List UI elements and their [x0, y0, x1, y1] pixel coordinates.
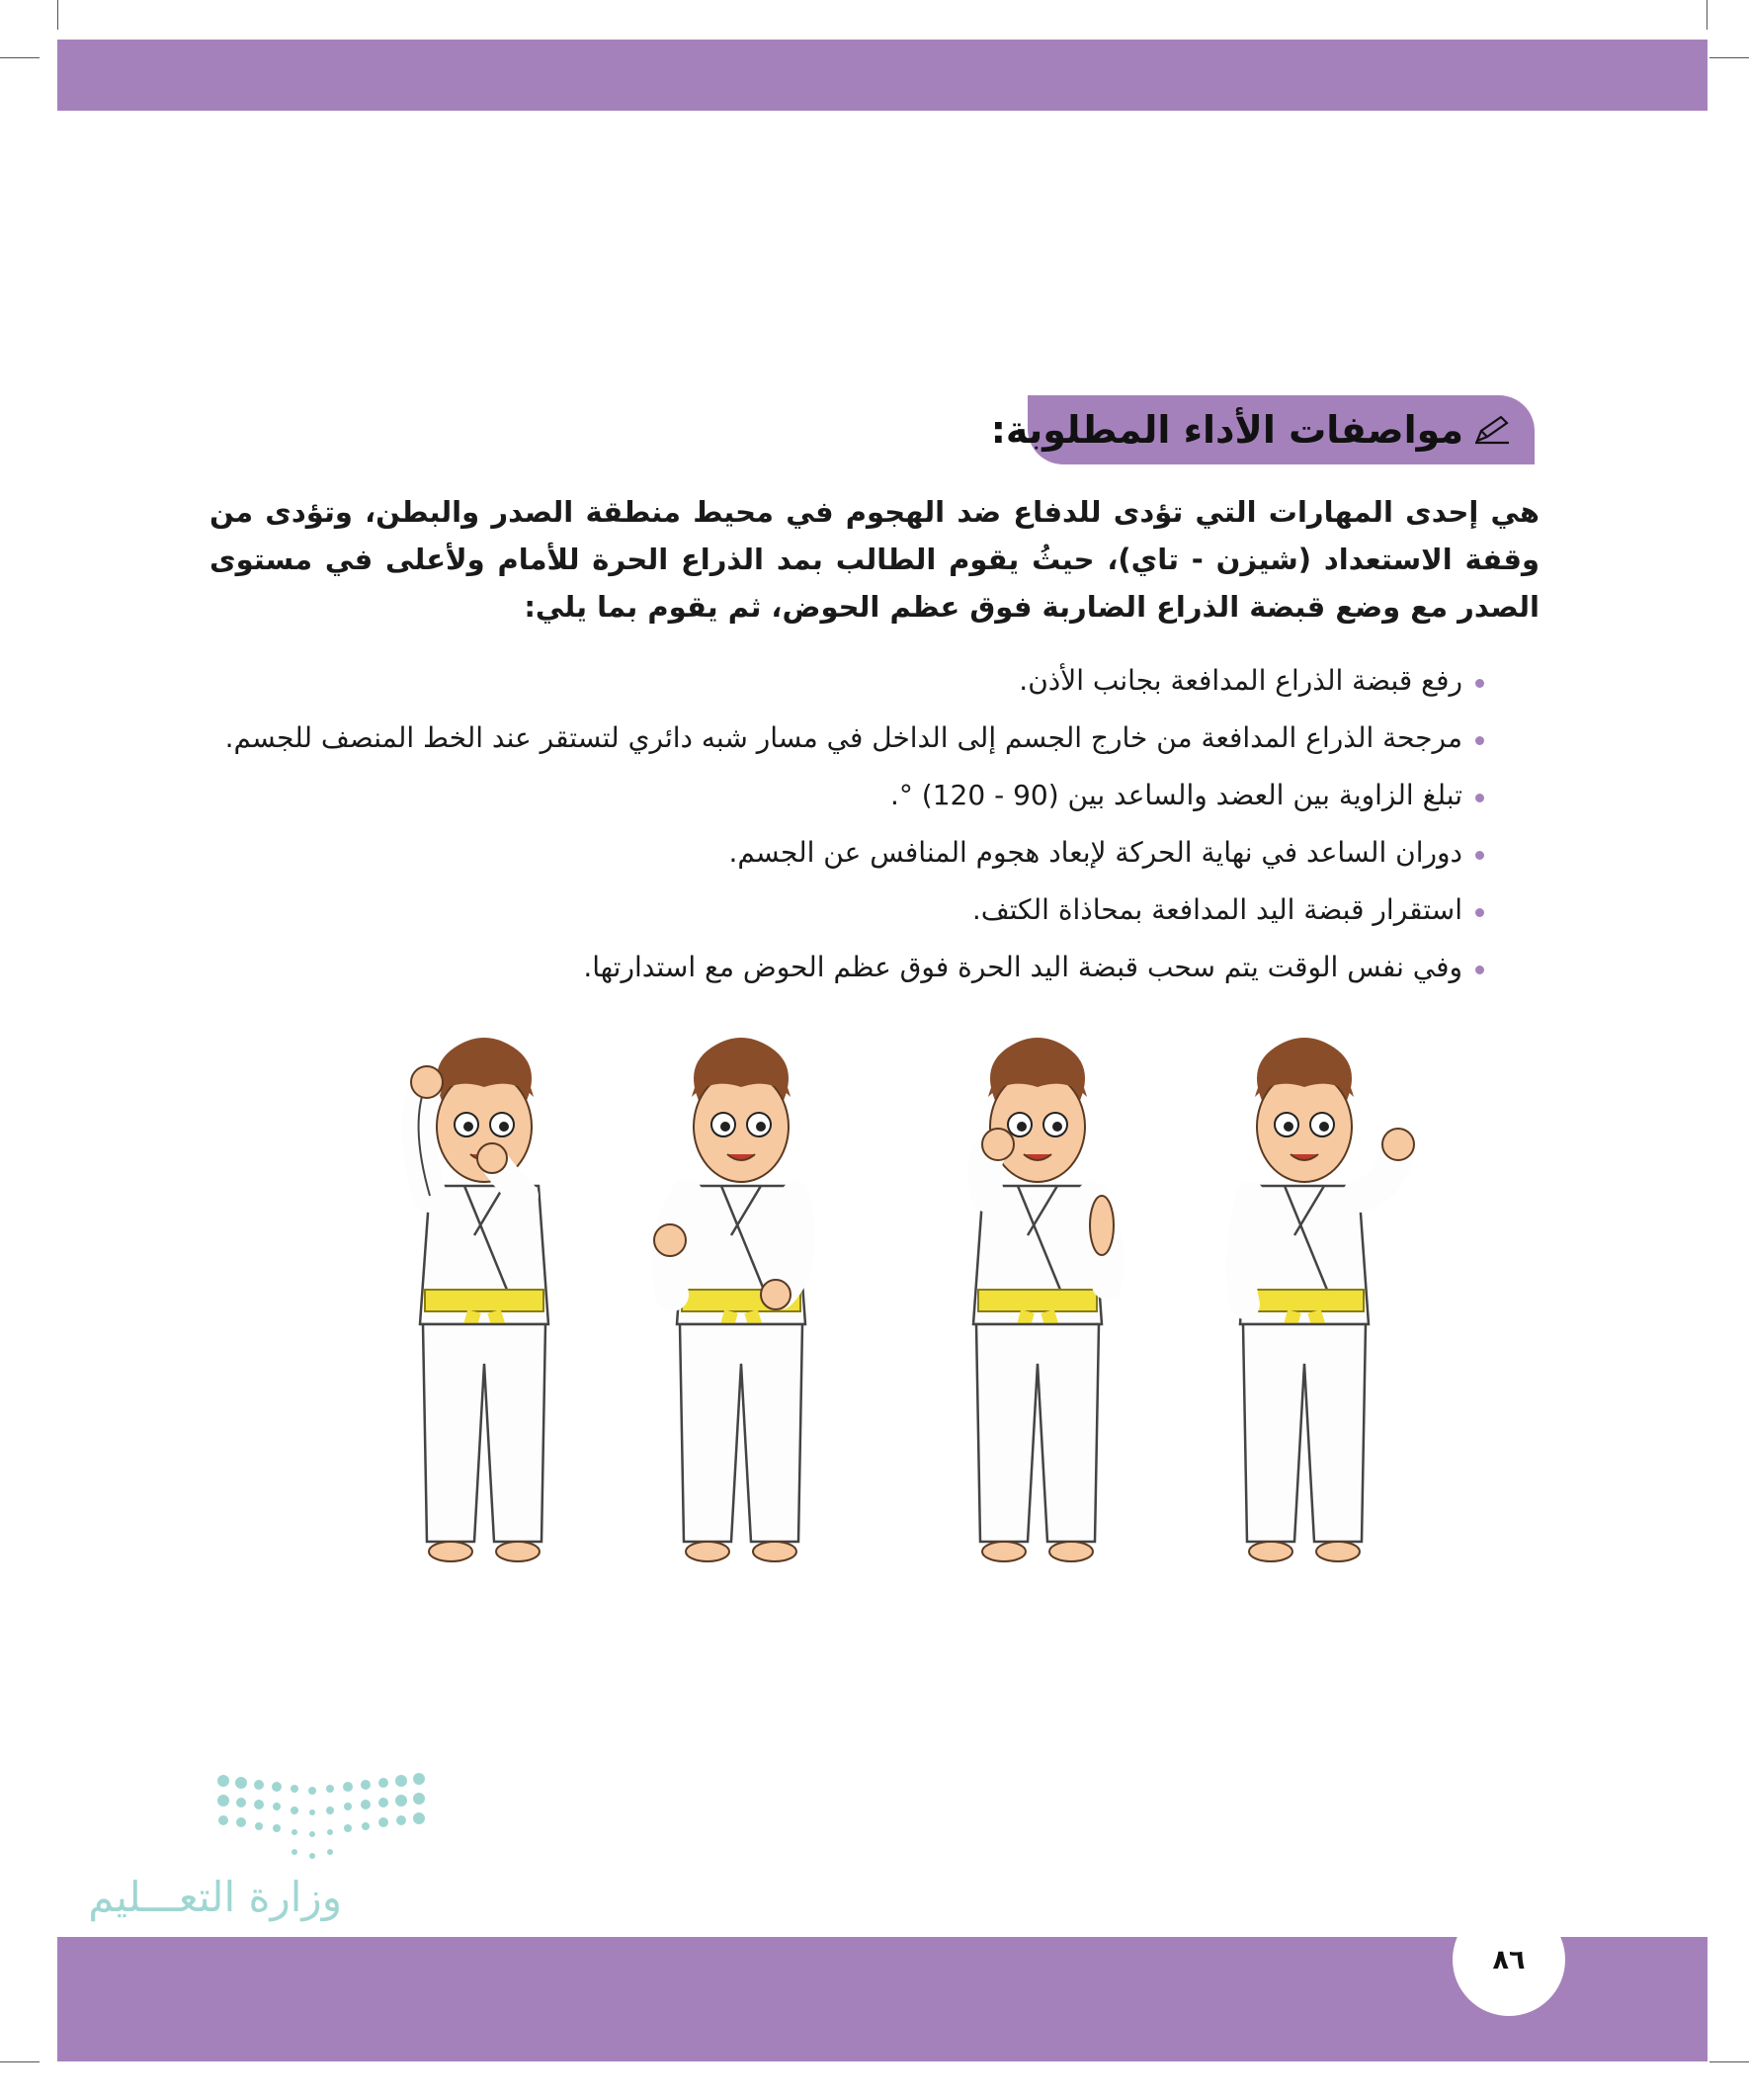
crop-mark [1709, 2061, 1749, 2062]
section-heading [990, 395, 1535, 464]
list-item: استقرار قبضة اليد المدافعة بمحاذاة الكتف. [209, 882, 1484, 939]
list-item: مرجحة الذراع المدافعة من خارج الجسم إلى الداخل في مسار شبه دائري لتستقر عند الخط المنصف للجسم. [209, 710, 1484, 767]
section-title: مواصفات الأداء المطلوبة: [990, 408, 1463, 452]
intro-paragraph: هي إحدى المهارات التي تؤدى للدفاع ضد الهجوم في محيط منطقة الصدر والبطن، وتؤدى من وقفة الاستعداد (شيزن - تاي)، حيثُ يقوم الطالب بمد الذراع الحرة للأمام ولأعلى في مستوى الصدر مع وضع قبضة الذراع الضاربة فوق عظم الحوض، ثم يقوم بما يلي: [209, 495, 1540, 624]
figure-step-3 [973, 1038, 1114, 1561]
figure-step-1 [411, 1038, 548, 1561]
ministry-logo-text: وزارة التعـــليم [88, 1873, 342, 1921]
karate-block-illustration [395, 1028, 1423, 1601]
figure-step-2 [654, 1038, 805, 1561]
list-item: رفع قبضة الذراع المدافعة بجانب الأذن. [209, 652, 1484, 710]
crop-mark [0, 57, 40, 58]
list-item: دوران الساعد في نهاية الحركة لإبعاد هجوم المنافس عن الجسم. [209, 824, 1484, 882]
crop-mark [1709, 57, 1749, 58]
performance-specs-list [209, 652, 1484, 996]
crop-mark [0, 2061, 40, 2062]
list-item: وفي نفس الوقت يتم سحب قبضة اليد الحرة فوق عظم الحوض مع استدارتها. [209, 939, 1484, 996]
pencil-icon [1473, 415, 1511, 445]
page-number: ٨٦ [1453, 1903, 1565, 2016]
crop-mark [57, 0, 58, 30]
list-item: تبلغ الزاوية بين العضد والساعد بين (90 - 120) °. [209, 767, 1484, 824]
top-header-band [57, 40, 1707, 111]
figure-step-4 [1240, 1038, 1414, 1561]
